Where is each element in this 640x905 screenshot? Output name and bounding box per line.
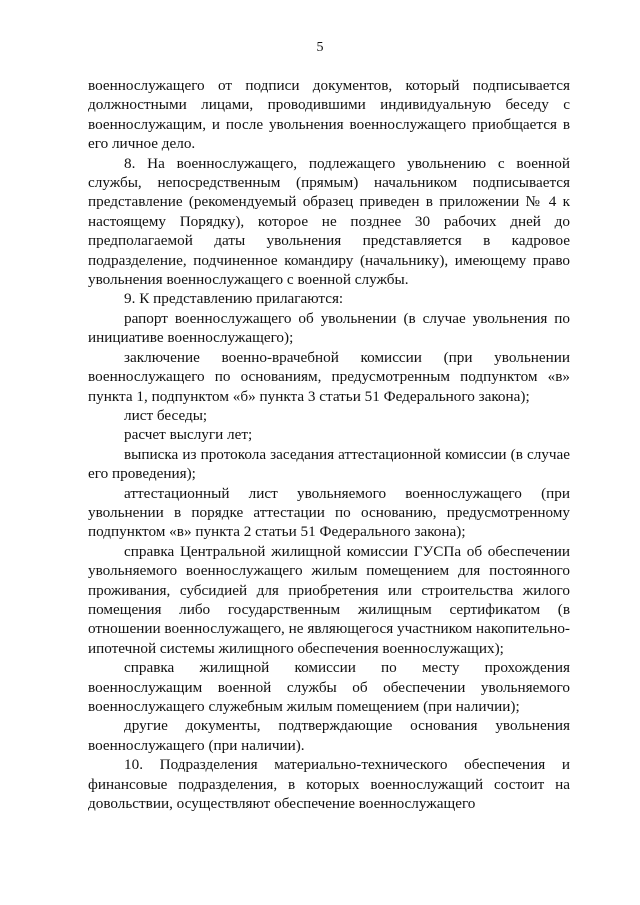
paragraph: справка жилищной комиссии по месту прохождения военнослужащим военной службы об обеспечении увольняемого военнослужащего служебным жилым помещением (при наличии); — [88, 659, 570, 715]
paragraph: рапорт военнослужащего об увольнении (в случае увольнения по инициативе военнослужащего); — [88, 309, 570, 347]
paragraph: военнослужащего от подписи документов, который подписывается должностными лицами, проводившими индивидуальную беседу с военнослужащим, и после увольнения военнослужащего приобщается в его личное дело. — [88, 77, 570, 153]
paragraph: выписка из протокола заседания аттестационной комиссии (в случае его проведения); — [88, 445, 570, 483]
paragraph: справка Центральной жилищной комиссии ГУСПа об обеспечении увольняемого военнослужащего жилым помещением для постоянного проживания, субсидией для приобретения или строительства жилого помещения либо государственным жилищным сертификатом (в отношении военнослужащего, не являющегося участником накопительно-ипотечной системы жилищного обеспечения военнослужащих); — [88, 542, 570, 657]
paragraph: 10. Подразделения материально-технического обеспечения и финансовые подразделения, в которых военнослужащий состоит на довольствии, осуществляют обеспечение военнослужащего — [88, 756, 570, 813]
paragraph: 9. К представлению прилагаются: — [124, 290, 344, 308]
paragraph: лист беседы; — [124, 406, 208, 424]
paragraph: расчет выслуги лет; — [124, 426, 253, 444]
page-number: 5 — [316, 40, 324, 55]
document-body — [88, 76, 570, 813]
paragraph: аттестационный лист увольняемого военнослужащего (при увольнении в порядке аттестации по основанию, предусмотренному подпунктом «в» пункта 2 статьи 51 Федерального закона); — [88, 484, 570, 541]
paragraph: заключение военно-врачебной комиссии (при увольнении военнослужащего по основаниям, предусмотренным подпунктом «в» пункта 1, подпунктом «б» пункта 3 статьи 51 Федерального закона); — [88, 348, 570, 405]
paragraph: другие документы, подтверждающие основания увольнения военнослужащего (при наличии). — [88, 717, 570, 754]
paragraph: 8. На военнослужащего, подлежащего увольнению с военной службы, непосредственным (прямым) начальником подписывается представление (рекомендуемый образец приведен в приложении № 4 к настоящему Порядку), которое не позднее 30 рабочих дней до предполагаемой даты увольнения представляется в кадровое подразделение, подчиненное командиру (начальнику), имеющему право увольнения военнослужащего с военной службы. — [88, 154, 570, 289]
